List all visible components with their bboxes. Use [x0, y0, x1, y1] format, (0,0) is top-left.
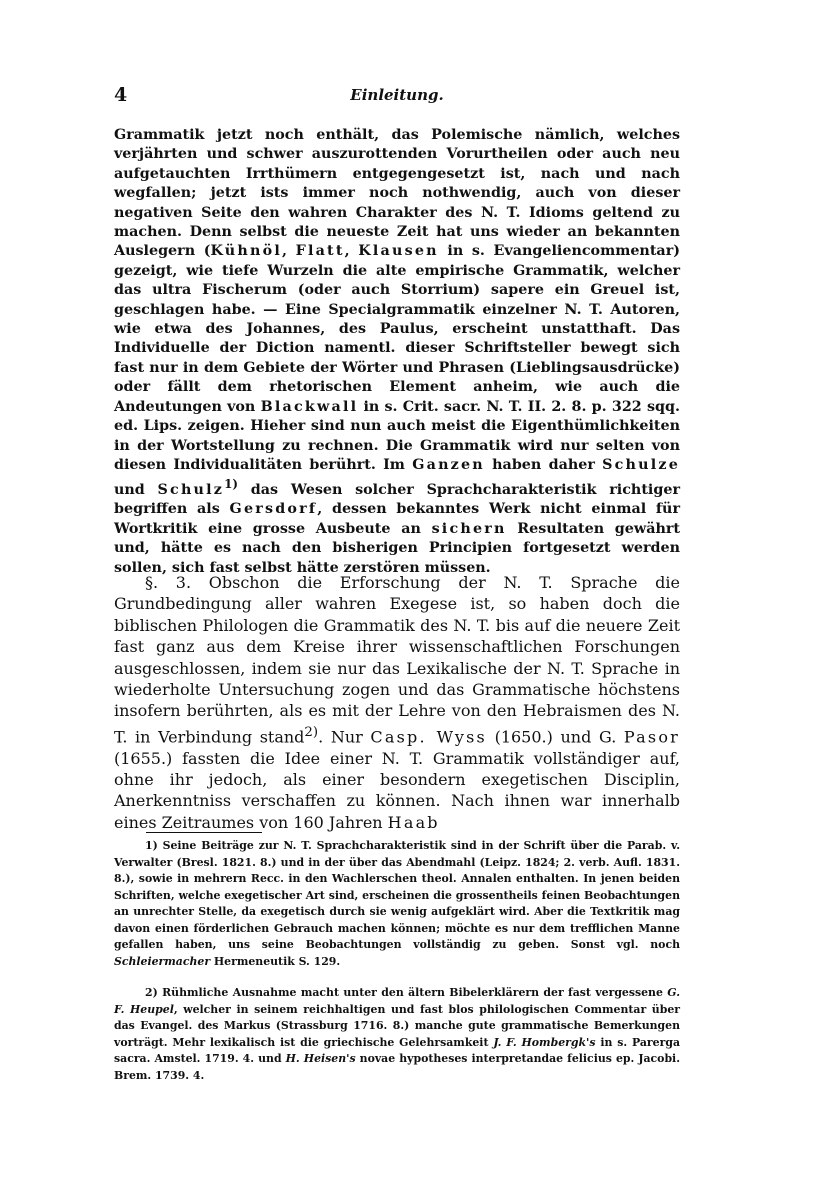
footnote-1: 1) Seine Beiträge zur N. T. Sprachcharakteristik sind in der Schrift über die Parab. v. Verwalter (Bresl. 1821. 8.) und in der über das Abendmahl (Leipz. 1824; 2. verb. Aufl. 1831. 8.), sowie in mehrern Recc. in den Wachlerschen theol. Annalen enthalten. In jenen beiden Schriften, welche exegetischer Art sind, erscheinen die grossentheils feinen Beobachtungen an unrechter Stelle, da exegetisch durch sie wenig aufgeklärt wird. Aber die Textkritik mag davon einen förderlichen Gebrauch machen können; möchte es nur dem trefflichen Manne gefallen haben, uns seine Beobachtungen vollständig zu geben. Sonst vgl. noch Schleiermacher Hermeneutik S. 129. — [114, 839, 680, 968]
footnote-2: 2) Rühmliche Ausnahme macht unter den ältern Bibelerklärern der fast vergessene G. F. Heupel, welcher in seinem reichhaltigen und fast blos philologischen Commentar über das Evangel. des Markus (Strassburg 1716. 8.) manche gute grammatische Bemerkungen vorträgt. Mehr lexikalisch ist die griechische Gelehrsamkeit J. F. Hombergk's in s. Parerga sacra. Amstel. 1719. 4. und H. Heisen's novae hypotheses interpretandae felicius ep. Jacobi. Brem. 1739. 4. — [114, 986, 681, 1082]
footnote-divider — [146, 832, 262, 833]
running-title: Einleitung. — [350, 86, 444, 104]
spaced-word: Ganzen — [412, 456, 485, 473]
section-paragraph-3: §. 3. Obschon die Erforschung der N. T. Sprache die Grundbedingung aller wahren Exegese ist, so haben doch die biblischen Philologen die Grammatik des N. T. bis auf die neuere Zeit fast ganz aus dem Kreise ihrer wissenschaftlichen Forschungen ausgeschlossen, indem sie nur das Lexikalische der N. T. Sprache in wiederholte Untersuchung zogen und das Grammatische höchstens insofern berührten, als es mit der Lehre von den Hebraismen des N. T. in Verbindung stand$^{2)}$. Nur Casp. Wyss (1650.) und G. Pasor (1655.) fassten die Idee einer N. T. Grammatik vollständiger auf, ohne ihr jedoch, als einer besondern exegetischen Disciplin, Anerkenntniss verschaffen zu können. Nach ihnen war innerhalb eines Zeitraumes von 160 Jahren Haab — [114, 573, 680, 832]
spaced-name: Casp. Wyss — [370, 727, 487, 747]
spaced-name: Schulze — [602, 456, 680, 473]
author-name: G. F. Heupel — [114, 986, 680, 1016]
paragraph-continued: Grammatik jetzt noch enthält, das Polemische nämlich, welches verjährten und schwer auszurottenden Vorurtheilen oder auch neu aufgetauchten Irrthümern entgegengesetzt ist, nach und nach wegfallen; jetzt ists immer noch nothwendig, auch von dieser negativen Seite den wahren Charakter des N. T. Idioms geltend zu machen. Denn selbst die neueste Zeit hat uns wieder an bekannten Auslegern (Kühnöl, Flatt, Klausen in s. Evangeliencommentar) gezeigt, wie tiefe Wurzeln die alte empirische Grammatik, welcher das ultra Fischerum (oder auch Storrium) sapere ein Greuel ist, geschlagen habe. — Eine Specialgrammatik einzelner N. T. Autoren, wie etwa des Johannes, des Paulus, erscheint unstatthaft. Das Individuelle der Diction namentl. dieser Schriftsteller bewegt sich fast nur in dem Gebiete der Wörter und Phrasen (Lieblingsausdrücke) oder fällt dem rhetorischen Element anheim, wie auch die Andeutungen von Blackwall in s. Crit. sacr. N. T. II. 2. 8. p. 322 sqq. ed. Lips. zeigen. Hieher sind nun auch meist die Eigenthümlichkeiten in der Wortstellung zu rechnen. Die Grammatik wird nur selten von diesen Individualitäten berührt. Im Ganzen haben daher Schulze und Schulz$^{1)}$ das Wesen solcher Sprachcharakteristik richtiger begriffen als Gersdorf, dessen bekanntes Werk nicht einmal für Wortkritik eine grosse Ausbeute an sichern Resultaten gewährt und, hätte es nach den bisherigen Principien fortgesetzt werden sollen, sich fast selbst hätte zerstören müssen. — [114, 127, 680, 576]
spaced-name: Schulz — [157, 482, 225, 499]
spaced-name: Pasor — [623, 727, 680, 747]
footnote-ref-2: 2) — [304, 724, 319, 740]
spaced-word: sichern — [431, 520, 507, 537]
spaced-name: Blackwall — [260, 398, 359, 415]
author-name: J. F. Hombergk's — [493, 1035, 596, 1049]
author-name: H. Heisen's — [285, 1052, 356, 1065]
spaced-name: Haab — [387, 812, 440, 832]
spaced-name: Flatt — [295, 243, 345, 260]
footnote-ref-1: 1) — [224, 477, 239, 492]
spaced-name: Klausen — [358, 243, 439, 260]
spaced-name: Kühnöl — [210, 243, 282, 260]
author-name: Schleiermacher — [114, 954, 211, 968]
spaced-name: Gersdorf — [229, 501, 318, 518]
page-number: 4 — [114, 84, 128, 106]
page-header — [114, 84, 680, 108]
